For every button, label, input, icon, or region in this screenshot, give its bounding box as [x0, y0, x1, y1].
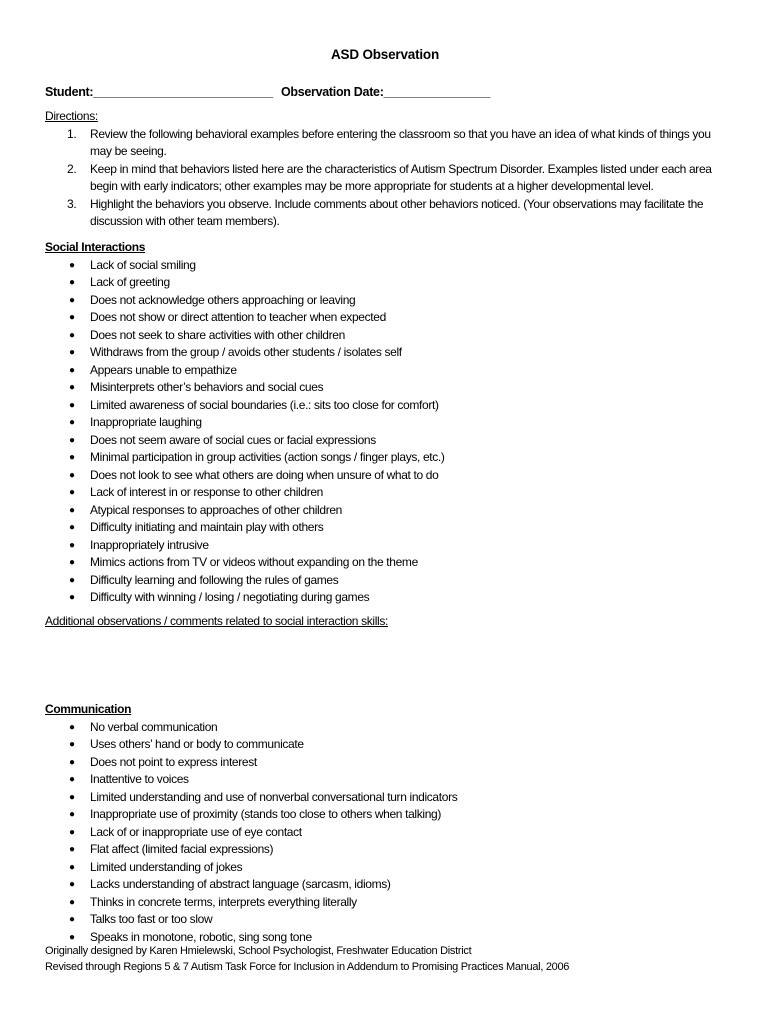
direction-text: Highlight the behaviors you observe. Include comments about other behaviors noticed. (Your observations may facilitate the discussion with other team members).: [90, 196, 704, 228]
list-item: ● Does not point to express interest: [45, 754, 735, 772]
bullet-icon: ●: [69, 756, 75, 768]
list-item: ● Talks too fast or too slow: [45, 911, 735, 929]
list-item: ● Difficulty learning and following the rules of games: [45, 572, 735, 590]
list-item: ● Speaks in monotone, robotic, sing song tone: [45, 929, 735, 947]
direction-item: [45, 196, 735, 231]
bullet-icon: ●: [69, 399, 75, 411]
direction-text: Keep in mind that behaviors listed here are the characteristics of Autism Spectrum Disorder. Examples listed under each area begin with early indicators; other examples may be more appropriate for students at a higher developmental level.: [90, 161, 712, 193]
list-item: ● Atypical responses to approaches of other children: [45, 502, 735, 520]
bullet-icon: ●: [69, 574, 75, 586]
bullet-icon: ●: [69, 721, 75, 733]
direction-number: 3.: [67, 196, 77, 211]
list-item: ● Lack of interest in or response to other children: [45, 484, 735, 502]
list-item: ● Lack of greeting: [45, 274, 735, 292]
directions-list: [45, 126, 735, 231]
direction-number: 1.: [67, 126, 77, 141]
list-item: ● Misinterprets other’s behaviors and social cues: [45, 379, 735, 397]
bullet-icon: ●: [69, 294, 75, 306]
bullet-icon: ●: [69, 879, 75, 890]
list-item: ● Lacks understanding of abstract language (sarcasm, idioms): [45, 876, 735, 894]
list-item: ● Flat affect (limited facial expressions): [45, 841, 735, 859]
list-item: ● Difficulty with winning / losing / negotiating during games: [45, 589, 735, 607]
student-field: Student:___________________________: [45, 85, 273, 99]
footer-credit-line: Originally designed by Karen Hmielewski, School Psychologist, Freshwater Education District: [45, 945, 472, 957]
observation-date-field: Observation Date:________________: [281, 85, 490, 99]
bullet-icon: ●: [69, 312, 75, 323]
bullet-icon: ●: [69, 487, 75, 498]
bullet-icon: ●: [69, 774, 75, 785]
bullet-icon: ●: [69, 329, 75, 341]
bullet-icon: ●: [69, 739, 75, 750]
document-title: ASD Observation: [330, 47, 440, 62]
list-item: ● Does not acknowledge others approaching or leaving: [45, 292, 735, 310]
document-footer: [45, 944, 569, 975]
list-item: ● Lack of social smiling: [45, 257, 735, 275]
bullet-icon: ●: [69, 539, 75, 551]
direction-item: [45, 161, 735, 196]
bullet-icon: ●: [69, 896, 75, 908]
list-item: ● Inappropriate use of proximity (stands too close to others when talking): [45, 806, 735, 824]
bullet-icon: ●: [69, 452, 75, 463]
list-item: ● Thinks in concrete terms, interprets everything literally: [45, 894, 735, 912]
direction-number: 2.: [67, 161, 77, 176]
directions-section: [45, 108, 735, 231]
bullet-icon: ●: [69, 844, 75, 855]
list-item: ● Inattentive to voices: [45, 771, 735, 789]
list-item: ● Difficulty initiating and maintain play with others: [45, 519, 735, 537]
bullet-icon: ●: [69, 592, 75, 603]
list-item: ● Does not look to see what others are doing when unsure of what to do: [45, 467, 735, 485]
bullet-icon: ●: [69, 382, 75, 393]
list-item: ● Minimal participation in group activities (action songs / finger plays, etc.): [45, 449, 735, 467]
header-fields: [45, 85, 490, 99]
footer-revision-line: Revised through Regions 5 & 7 Autism Task Force for Inclusion in Addendum to Promising Practices Manual, 2006: [45, 960, 570, 973]
list-item: ● Inappropriate laughing: [45, 414, 735, 432]
directions-heading: Directions:: [45, 109, 98, 123]
list-item: ● Withdraws from the group / avoids other students / isolates self: [45, 344, 735, 362]
list-item: ● Does not seek to share activities with other children: [45, 327, 735, 345]
direction-text: Review the following behavioral examples before entering the classroom so that you have an idea of what kinds of things you may be seeing.: [90, 126, 711, 158]
list-item: ● Appears unable to empathize: [45, 362, 735, 380]
bullet-icon: ●: [69, 931, 75, 943]
bullet-icon: ●: [69, 504, 75, 516]
communication-heading: Communication: [45, 702, 132, 716]
bullet-icon: ●: [69, 826, 75, 838]
list-item: ● Does not show or direct attention to teacher when expected: [45, 309, 735, 327]
list-item: ● No verbal communication: [45, 719, 735, 737]
bullet-icon: ●: [69, 522, 75, 533]
social-interactions-heading: Social Interactions: [45, 240, 146, 254]
social-interactions-section: [45, 239, 735, 607]
list-item: ● Limited understanding of jokes: [45, 859, 735, 877]
communication-list: [45, 719, 735, 947]
bullet-icon: ●: [69, 469, 75, 481]
bullet-icon: ●: [69, 809, 75, 820]
bullet-icon: ●: [69, 434, 75, 446]
bullet-icon: ●: [69, 791, 75, 803]
list-item: ● Lack of or inappropriate use of eye contact: [45, 824, 735, 842]
bullet-icon: ●: [69, 557, 75, 568]
bullet-icon: ●: [69, 914, 75, 925]
bullet-icon: ●: [69, 861, 75, 873]
list-item: ● Uses others’ hand or body to communicate: [45, 736, 735, 754]
social-interactions-list: [45, 257, 735, 607]
list-item: ● Limited understanding and use of nonverbal conversational turn indicators: [45, 789, 735, 807]
bullet-icon: ●: [69, 364, 75, 376]
list-item: ● Inappropriately intrusive: [45, 537, 735, 555]
bullet-icon: ●: [69, 259, 75, 271]
additional-observations-label: Additional observations / comments related to social interaction skills:: [45, 614, 388, 628]
communication-section: [45, 701, 735, 946]
list-item: ● Mimics actions from TV or videos without expanding on the theme: [45, 554, 735, 572]
bullet-icon: ●: [69, 277, 75, 288]
bullet-icon: ●: [69, 417, 75, 428]
list-item: ● Limited awareness of social boundaries (i.e.: sits too close for comfort): [45, 397, 735, 415]
list-item: ● Does not seem aware of social cues or facial expressions: [45, 432, 735, 450]
bullet-icon: ●: [69, 347, 75, 358]
direction-item: [45, 126, 735, 161]
